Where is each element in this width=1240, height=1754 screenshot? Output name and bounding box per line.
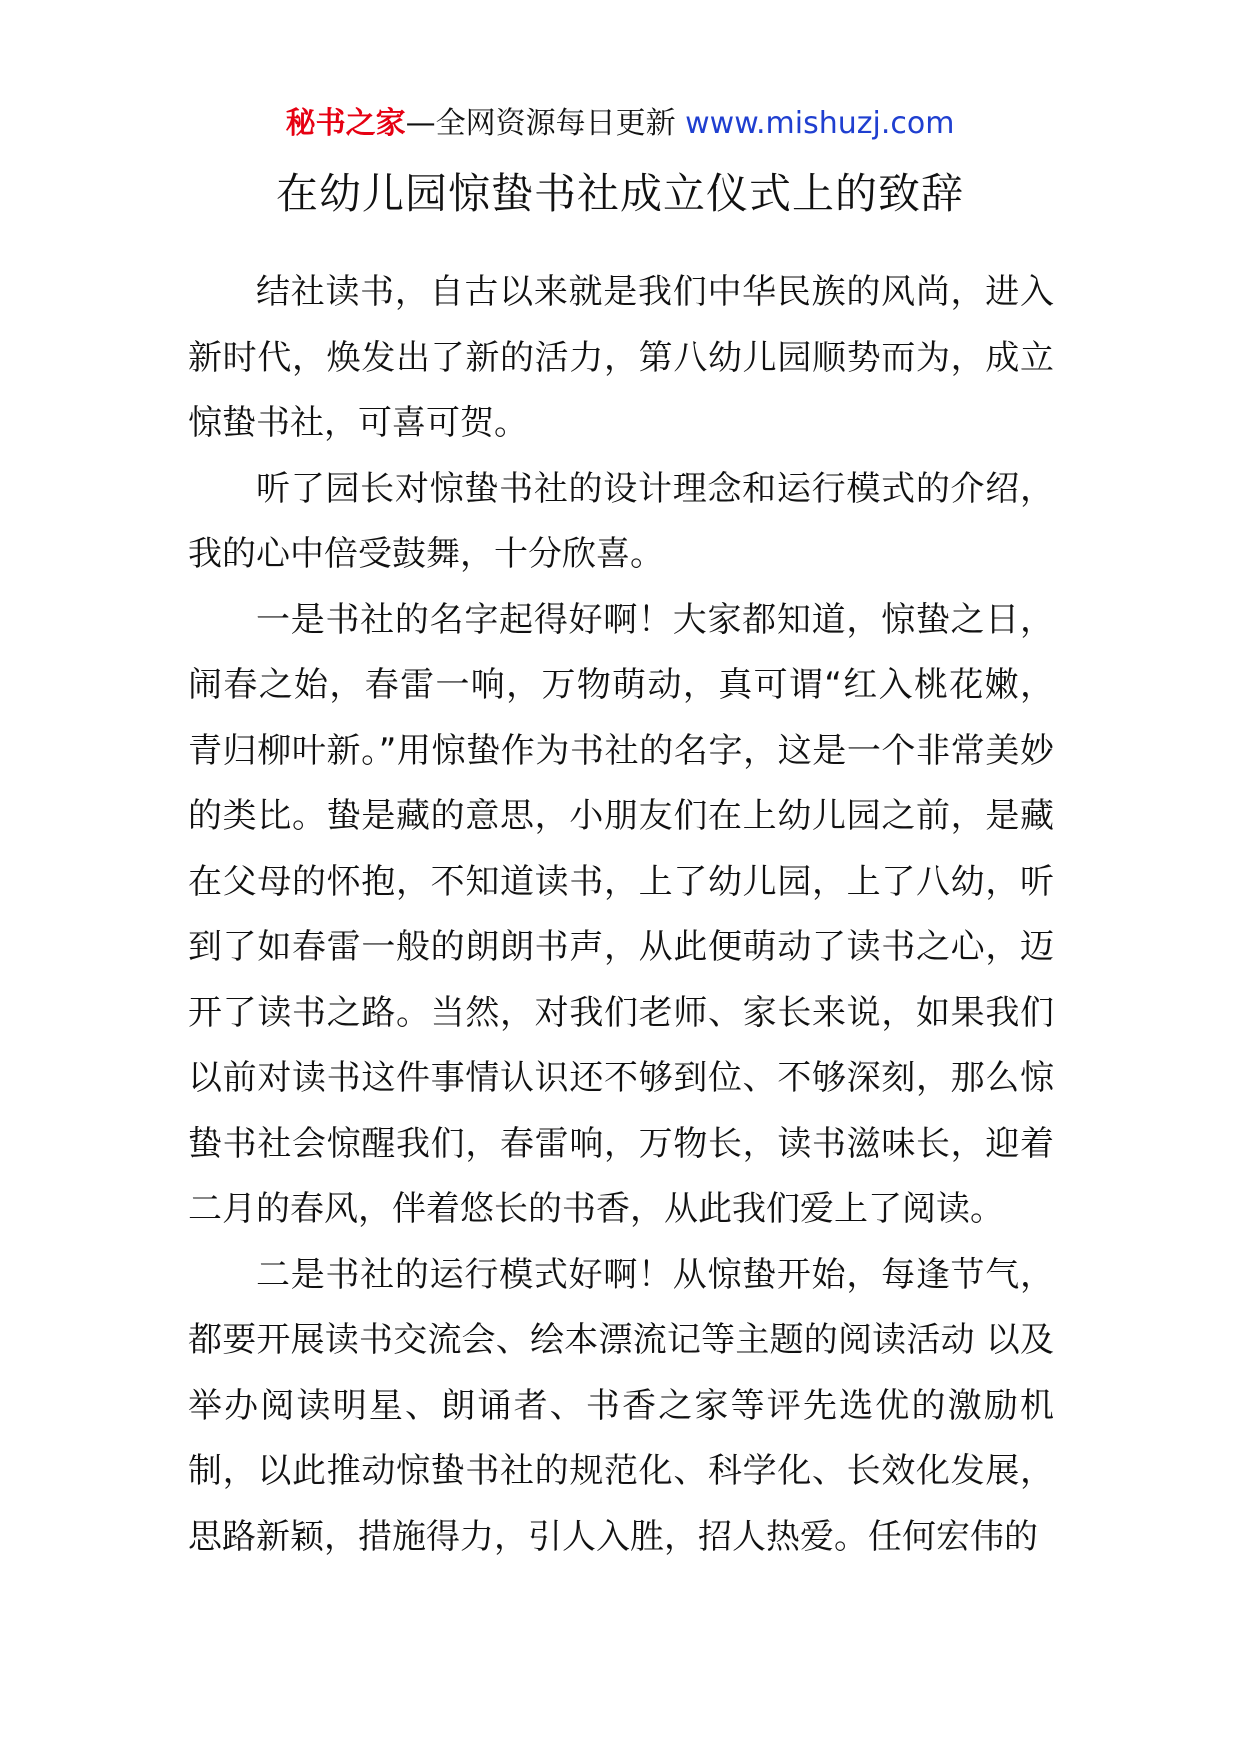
paragraph-2: 听了园长对惊蛰书社的设计理念和运行模式的介绍，我的心中倍受鼓舞，十分欣喜。: [188, 468, 1054, 574]
paragraph-1: 结社读书，自古以来就是我们中华民族的风尚，进入新时代，焕发出了新的活力，第八幼儿园顺势而为，成立惊蛰书社，可喜可贺。: [188, 272, 1054, 443]
document-body: [188, 260, 1054, 1570]
document-title: 在幼儿园惊蛰书社成立仪式上的致辞: [275, 169, 964, 218]
site-url-link[interactable]: www.mishuzj.com: [685, 106, 955, 141]
site-brand: 秘书之家: [285, 106, 406, 141]
site-header: [0, 100, 1240, 148]
site-slogan: —全网资源每日更新: [405, 106, 686, 141]
paragraph-3: 一是书社的名字起得好啊！大家都知道，惊蛰之日，闹春之始，春雷一响，万物萌动，真可谓“红入桃花嫩，青归柳叶新。”用惊蛰作为书社的名字，这是一个非常美妙的类比。蛰是藏的意思，小朋友们在上幼儿园之前，是藏在父母的怀抱，不知道读书，上了幼儿园，上了八幼，听到了如春雷一般的朗朗书声，从此便萌动了读书之心，迈开了读书之路。当然，对我们老师、家长来说，如果我们以前对读书这件事情认识还不够到位、不够深刻，那么惊蛰书社会惊醒我们，春雷响，万物长，读书滋味长，迎着二月的春风，伴着悠长的书香，从此我们爱上了阅读。: [188, 599, 1054, 1229]
paragraph-4: 二是书社的运行模式好啊！从惊蛰开始，每逢节气，都要开展读书交流会、绘本漂流记等主题的阅读活动 以及举办阅读明星、朗诵者、书香之家等评先选优的激励机制，以此推动惊蛰书社的规范化、科学化、长效化发展，思路新颖，措施得力，引人入胜，招人热爱。任何宏伟的: [188, 1254, 1054, 1557]
